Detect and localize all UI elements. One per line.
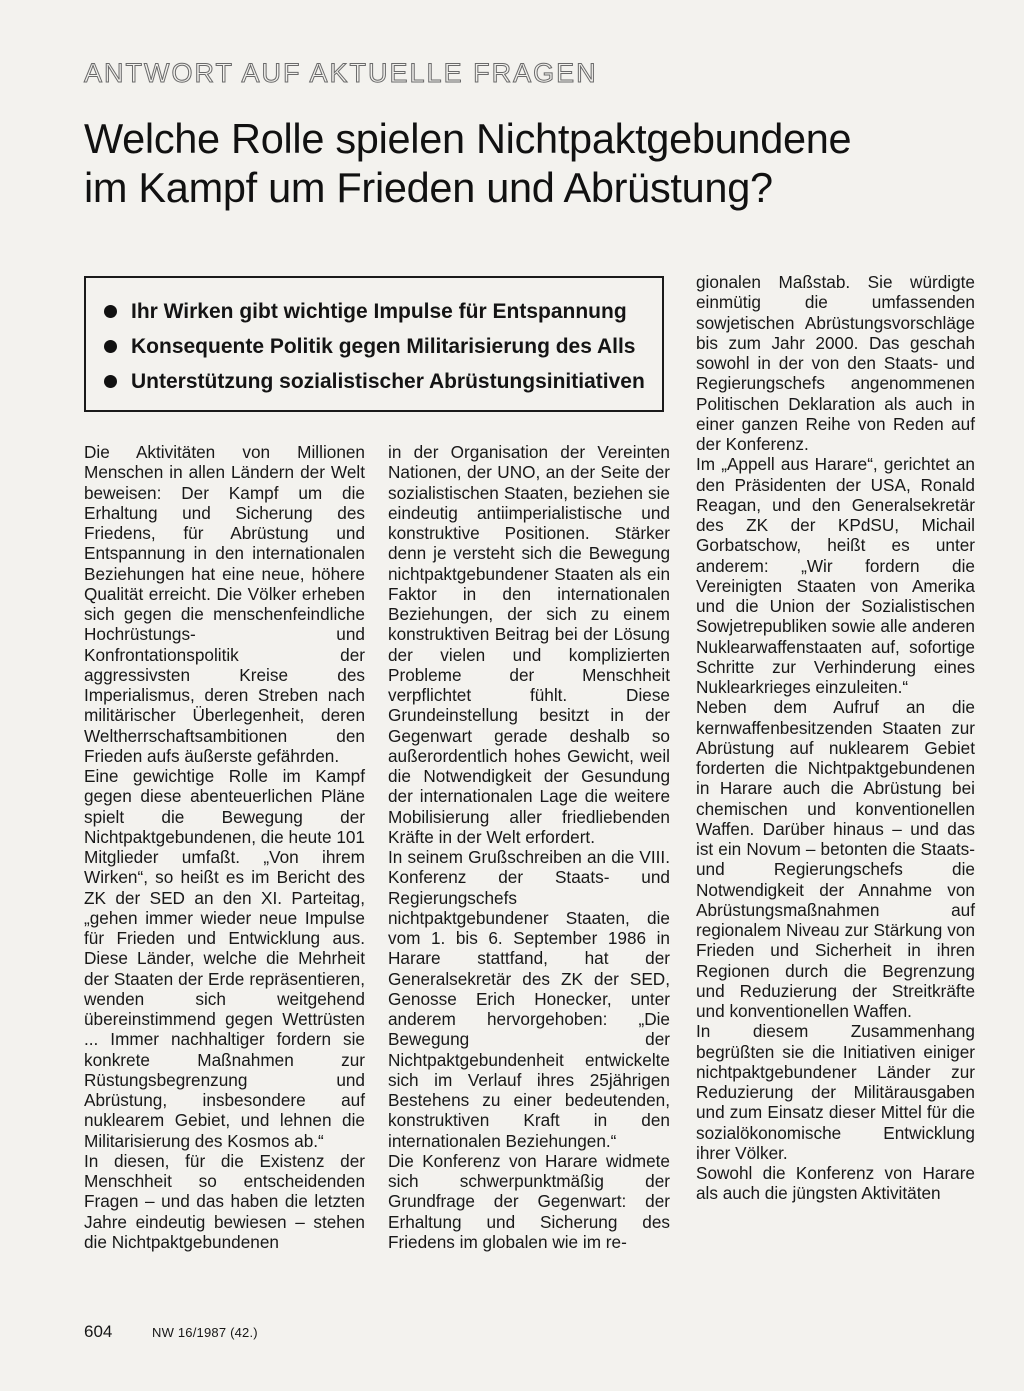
bullet-icon (104, 340, 117, 353)
highlight-text: Ihr Wirken gibt wichtige Impulse für Entspannung (131, 299, 627, 323)
highlight-text: Unterstützung sozialistischer Abrüstungsinitiativen (131, 369, 645, 393)
article-title (84, 114, 964, 212)
paragraph: Die Aktivitäten von Millionen Menschen in allen Ländern der Welt beweisen: Der Kampf um die Erhaltung und Sicherung des Friedens, für Abrüstung und Entspannung in den internationalen Beziehungen hat eine neue, höhere Qualität erreicht. Die Völker erheben sich gegen die menschenfeindliche Hochrüstungs- und Konfrontationspolitik der aggressivsten Kreise des Imperialismus, deren Streben nach militärischer Überlegenheit, deren Weltherrschaftsambitionen den Frieden aufs äußerste gefährden. (84, 442, 365, 766)
paragraph: In diesen, für die Existenz der Menschheit so entscheidenden Fragen – und das haben die letzten Jahre eindeutig bewiesen – stehen die Nichtpaktgebundenen (84, 1150, 365, 1252)
bullet-icon (104, 305, 117, 318)
paragraph: in der Organisation der Vereinten Nationen, der UNO, an der Seite der sozialistischen Staaten, beziehen sie eindeutig antiimperialistische und konstruktive Positionen. Stärker denn je versteht sich die Bewegung nichtpaktgebundener Staaten als ein Faktor in den internationalen Beziehungen, der sich zu einem konstruktiven Beitrag bei der Lösung der vielen und komplizierten Probleme der Menschheit verpflichtet fühlt. Diese Grundeinstellung besitzt in der Gegenwart gerade deshalb so außerordentlich hohes Gewicht, weil die Notwendigkeit der Gesundung der internationalen Lage die weitere Mobilisierung aller friedliebenden Kräfte in der Welt erfordert. (388, 442, 670, 847)
text-column-2 (388, 442, 670, 1252)
section-kicker: ANTWORT AUF AKTUELLE FRAGEN (84, 58, 598, 88)
paragraph: Sowohl die Konferenz von Harare als auch die jüngsten Aktivitäten (696, 1163, 975, 1204)
paragraph: gionalen Maßstab. Sie würdigte einmütig die umfassenden sowjetischen Abrüstungsvorschläge bis zum Jahr 2000. Das geschah sowohl in der von den Staats- und Regierungschefs angenommenen Politischen Deklaration als auch in einer ganzen Reihe von Reden auf der Konferenz. (696, 272, 975, 454)
issue-reference: NW 16/1987 (42.) (152, 1325, 258, 1340)
paragraph: Im „Appell aus Harare“, gerichtet an den Präsidenten der USA, Ronald Reagan, und den Generalsekretär des ZK der KPdSU, Michail Gorbatschow, heißt es unter anderem: „Wir fordern die Vereinigten Staaten von Amerika und die Union der Sozialistischen Sowjetrepubliken sowie alle anderen Nuklearwaffenstaaten auf, sofortige Schritte zur Verhinderung eines Nuklearkrieges einzuleiten.“ (696, 454, 975, 697)
paragraph: Neben dem Aufruf an die kernwaffenbesitzenden Staaten zur Abrüstung auf nuklearem Gebiet forderten die Nichtpaktgebundenen in Harare auch die Abrüstung bei chemischen und konventionellen Waffen. Darüber hinaus – und das ist ein Novum – betonten die Staats- und Regierungschefs die Notwendigkeit der Annahme von Abrüstungsmaßnahmen auf regionalem Niveau zur Stärkung von Frieden und Sicherheit in ihren Regionen durch die Begrenzung und Reduzierung der Streitkräfte und konventionellen Waffen. (696, 697, 975, 1021)
paragraph: Die Konferenz von Harare widmete sich schwerpunktmäßig der Grundfrage der Gegenwart: der Erhaltung und Sicherung des Friedens im globalen wie im re- (388, 1150, 670, 1252)
text-column-1 (84, 442, 365, 1252)
paragraph: Eine gewichtige Rolle im Kampf gegen diese abenteuerlichen Pläne spielt die Bewegung der Nichtpaktgebundenen, die heute 101 Mitglieder umfaßt. „Von ihrem Wirken“, so heißt es im Bericht des ZK der SED an den XI. Parteitag, „gehen immer wieder neue Impulse für Frieden und Entwicklung aus. Diese Länder, welche die Mehrheit der Staaten der Erde repräsentieren, wenden sich weitgehend übereinstimmend gegen Wettrüsten ... Immer nachhaltiger fordern sie konkrete Maßnahmen zur Rüstungsbegrenzung und Abrüstung, insbesondere auf nuklearem Gebiet, und lehnen die Militarisierung des Kosmos ab.“ (84, 766, 365, 1151)
text-column-3 (696, 272, 975, 1204)
highlights-box (84, 276, 664, 412)
highlight-item (104, 329, 662, 364)
title-line-1: Welche Rolle spielen Nichtpaktgebundene (84, 115, 852, 162)
highlight-item (104, 364, 662, 399)
paragraph: In diesem Zusammenhang begrüßten sie die Initiativen einiger nichtpaktgebundener Länder zur Reduzierung der Militärausgaben und zum Einsatz dieser Mittel für die sozialökonomische Entwicklung ihrer Völker. (696, 1021, 975, 1163)
title-line-2: im Kampf um Frieden und Abrüstung? (84, 164, 773, 211)
page-number: 604 (84, 1322, 113, 1341)
paragraph: In seinem Grußschreiben an die VIII. Konferenz der Staats- und Regierungschefs nichtpaktgebundener Staaten, die vom 1. bis 6. September 1986 in Harare stattfand, hat der Generalsekretär des ZK der SED, Genosse Erich Honecker, unter anderem hervorgehoben: „Die Bewegung der Nichtpaktgebundenheit entwickelte sich im Verlauf ihres 25jährigen Bestehens zu einer bedeutenden, konstruktiven Kraft in den internationalen Beziehungen.“ (388, 847, 670, 1151)
bullet-icon (104, 375, 117, 388)
highlight-item (104, 294, 662, 329)
highlight-text: Konsequente Politik gegen Militarisierung des Alls (131, 334, 636, 358)
